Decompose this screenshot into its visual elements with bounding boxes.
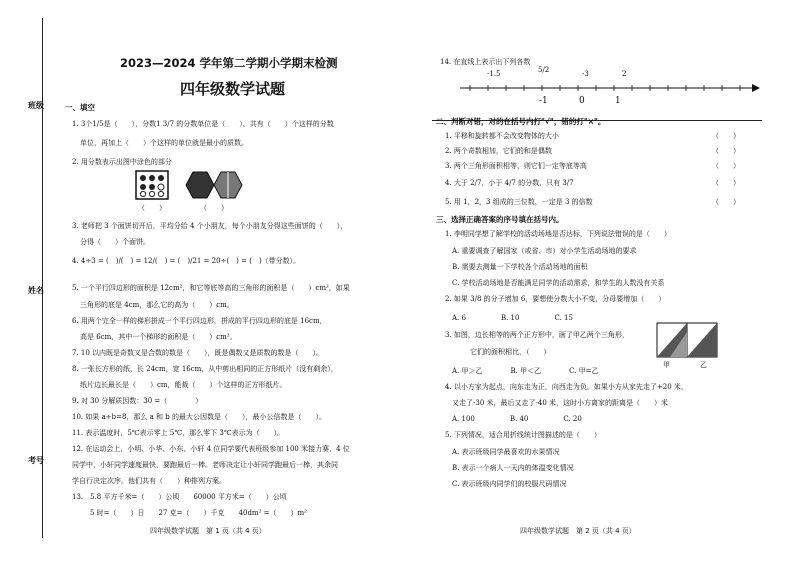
section-fill-blank: 一、填空 bbox=[65, 103, 95, 112]
numline-label-2: 5/2 bbox=[538, 66, 550, 74]
exam-title: 2023—2024 学年第二学期小学期末检测 bbox=[120, 56, 338, 70]
numline-tick-neg1: -1 bbox=[539, 96, 548, 106]
choice-5-c: C. 表示班级内同学们的校服尺码情况 bbox=[452, 480, 567, 488]
judge-4: 4. 大于 2/7，小于 4/7 的分数，只有 3/7 bbox=[445, 179, 574, 187]
q12-line2: 同学中，小轩同学速度最快，要跑最后一棒。老师决定让小轩同学跑最后一棒，其余同 bbox=[72, 461, 338, 469]
q9-text: 9. 对 30 分解质因数：30 =（ ） bbox=[72, 397, 203, 405]
judge-1-paren: （ ） bbox=[712, 132, 740, 140]
numline-label-4: 2 bbox=[622, 70, 627, 78]
q8-line2: 纸片边长最长是（ ）cm，能裁（ ）个这样的正方形纸片。 bbox=[80, 381, 287, 389]
choice-4-line2: 又走了-30 米，最后又走了-40 米，这时小方离家的距离是（ ）米 bbox=[452, 399, 668, 407]
judge-5: 5. 用 1，2，3 组成的三位数，一定是 3 的倍数 bbox=[445, 198, 593, 206]
judge-2-paren: （ ） bbox=[712, 147, 740, 155]
q2-answer-a: （ ） bbox=[138, 204, 166, 212]
hexagon-figure bbox=[185, 170, 243, 200]
triangle-figure bbox=[656, 322, 718, 358]
q2-answer-b: （ ） bbox=[200, 204, 228, 212]
choice-2-options: A. 6 B. 10 C. 15 bbox=[452, 314, 573, 322]
q14-text: 14. 在直线上表示出下列各数 bbox=[440, 58, 531, 66]
q7-text: 7. 10 以内既是奇数又是合数的数是（ ），既是偶数又是质数的数是（ ）。 bbox=[72, 349, 324, 357]
choice-4-options: A. 100 B. 40 C. 20 bbox=[452, 415, 582, 423]
choice-5-b: B. 表示一个病人一天内的体温变化情况 bbox=[452, 464, 574, 472]
number-line bbox=[460, 82, 760, 94]
choice-1-c: C. 学校活动场地是否能满足同学的活动需求，和学生的人数没有关系 bbox=[452, 279, 665, 287]
q1-line1: 1. 3个1/5是（ ），分数1 3/7 的分数单位是（ ），共有（ ）个这样的分数 bbox=[72, 120, 334, 128]
q8-line1: 8. 一张长方形的纸，长 24cm，宽 16cm，从中剪出相同的正方形纸片（没有剩余）， bbox=[72, 365, 338, 373]
q13-line1: 13. 5.8 平方千米=（ ）公顷 60000 平方米=（ ）公顷 bbox=[72, 493, 287, 501]
margin-class-label: 班级 bbox=[28, 101, 44, 110]
q6-line1: 6. 用两个完全一样的梯形拼成一个平行四边形，拼成的平行四边形的底是 16cm， bbox=[72, 317, 327, 325]
q3-line2: 分得（ ）个面饼。 bbox=[80, 238, 150, 246]
choice-3-line2: 它们的面积相比，（ ） bbox=[470, 348, 551, 356]
margin-id-label: 考号 bbox=[28, 456, 44, 465]
choice-1: 1. 李明同学想了解学校的活动场地是否达标，下列说法错误的是（ ） bbox=[445, 230, 671, 238]
choice-5: 5. 下列情况，适合用折线统计图描述的是（ ） bbox=[445, 431, 601, 439]
q10-text: 10. 如果 a÷b=8，那么 a 和 b 的最大公因数是（ ），最小公倍数是（ ）。 bbox=[72, 413, 326, 421]
q1-line2: 单位，再加上（ ）个这样的单位就是最小的质数。 bbox=[80, 139, 248, 147]
choice-3-options: A. 甲＞乙 B. 甲＜乙 C. 甲=乙 bbox=[452, 367, 599, 375]
footer-page-1: 四年级数学试题 第 1 页（共 4 页） bbox=[150, 527, 266, 535]
judge-1: 1. 平移和旋转都不会改变物体的大小 bbox=[445, 132, 559, 140]
margin-name-label: 姓名 bbox=[28, 286, 44, 295]
choice-4: 4. 以小方家为起点，向东走为正，向西走为负。如果小方从家先走了+20 米， bbox=[445, 383, 688, 391]
choice-1-b: B. 需要去测量一下学校各个活动场地的面积 bbox=[452, 263, 588, 271]
judge-5-paren: （ ） bbox=[712, 198, 740, 206]
choice-1-a: A. 重要调查了解国家（或省、市）对小学生活动场地的要求 bbox=[452, 247, 637, 255]
q5-line2: 三角形的底是 4cm，那么它的高为（ ）cm。 bbox=[80, 301, 234, 309]
numline-tick-0: 0 bbox=[579, 96, 585, 106]
exam-subtitle: 四年级数学试题 bbox=[180, 80, 286, 98]
figure-label-jia: 甲 bbox=[663, 361, 670, 369]
q13-line2: 5 时=（ ）日 27 克=（ ）千克 40dm² =（ ）m² bbox=[90, 509, 307, 517]
figure-label-yi: 乙 bbox=[700, 361, 707, 369]
judge-2: 2. 两个奇数相加，它们的和是偶数 bbox=[445, 147, 552, 155]
choice-5-a: A. 表示班级同学最喜欢的水果情况 bbox=[452, 448, 560, 456]
numline-tick-1: 1 bbox=[615, 96, 621, 106]
dots-figure bbox=[135, 170, 169, 200]
q12-line1: 12. 在运动会上，小明、小华、小东、小轩 4 位同学要代表班级参加 100 米接力赛，4 位 bbox=[72, 445, 350, 453]
judge-3-paren: （ ） bbox=[712, 162, 740, 170]
judge-3: 3. 两个三角形面积相等，则它们一定等底等高 bbox=[445, 162, 587, 170]
choice-3: 3. 如图，边长相等的两个正方形中，画了甲乙两个三角形， bbox=[445, 331, 629, 339]
q6-line2: 高是 6cm，其中一个梯形的面积是（ ）cm²。 bbox=[80, 333, 237, 341]
q12-line3: 学自行决定次序。他们共有（ ）种排列方案。 bbox=[72, 477, 226, 485]
section-judgement: 二、判断对错，对的在括号内打"√"，错的打"×"。 bbox=[436, 117, 606, 126]
numline-label-1: -1.5 bbox=[487, 70, 501, 78]
q3-line1: 3. 老师把 3 个面饼切开后，平均分给 4 个小朋友，每个小朋友分得这些面饼的（ ）， bbox=[72, 222, 348, 230]
choice-2: 2. 如果 3/8 的分子增加 6，要想使分数大小不变，分母要增加（ ） bbox=[445, 295, 666, 303]
q2-text: 2. 用分数表示出图中涂色的部分 bbox=[72, 158, 172, 166]
numline-label-3: -3 bbox=[582, 70, 589, 78]
footer-page-2: 四年级数学试题 第 2 页（共 4 页） bbox=[520, 527, 636, 535]
q4-text: 4. 4÷3 = ( )/( ) = 12/( ) = ( )/21 = 20÷( ) = ( )（带分数）。 bbox=[72, 257, 301, 265]
section-choice: 三、选择正确答案的序号填在括号内。 bbox=[436, 215, 564, 224]
q11-text: 11. 表示温度时，5℃表示零上 5℃，那么零下 3℃表示为（ ）。 bbox=[72, 429, 285, 437]
judge-4-paren: （ ） bbox=[712, 179, 740, 187]
q5-line1: 5. 一个平行四边形的面积是 12cm²，和它等底等高的三角形的面积是（ ）cm²，如果 bbox=[72, 284, 350, 292]
